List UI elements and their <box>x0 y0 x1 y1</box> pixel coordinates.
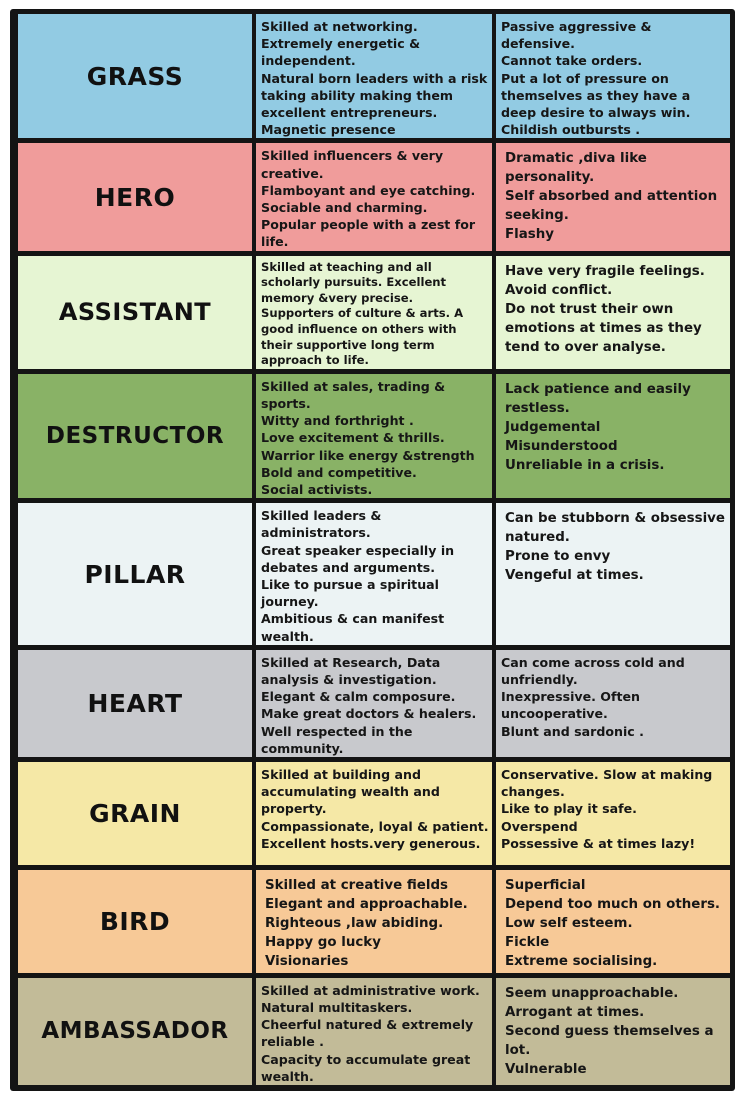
strength-line: Skilled leaders & administrators. <box>261 508 382 541</box>
strength-line: Flamboyant and eye catching. <box>261 182 476 198</box>
strength-line: Extremely energetic & independent. <box>261 36 421 69</box>
strengths-cell-destructor <box>256 374 492 498</box>
strengths-cell-ambassador <box>256 978 492 1085</box>
strengths-cell-grain <box>256 762 492 865</box>
weakness-line: Unreliable in a crisis. <box>505 457 665 473</box>
personality-table <box>18 14 730 1085</box>
strength-line: Natural born leaders with a risk taking ability making them <box>261 70 488 103</box>
weakness-line: Vengeful at times. <box>505 568 644 584</box>
weakness-line: Low self esteem. <box>505 915 633 931</box>
weakness-line: Extreme socialising. <box>505 953 658 969</box>
personality-table-frame <box>10 9 735 1091</box>
strength-line: Ambitious & can manifest wealth. <box>261 611 445 644</box>
strength-line: Cheerful natured & extremely reliable . <box>261 1017 474 1050</box>
type-name-heart: HEART <box>18 650 252 757</box>
weakness-line: Childish outbursts . <box>501 122 641 138</box>
weakness-line: Blunt and sardonic . <box>501 723 644 739</box>
weakness-line: Put a lot of pressure on themselves as they have a deep desire to always win. <box>501 70 691 121</box>
weakness-line: Have very fragile feelings. <box>505 263 705 279</box>
weaknesses-cell-pillar <box>496 503 730 645</box>
strength-line: Skilled at building and accumulating wealth and property. <box>261 767 440 817</box>
strength-line: Bold and competitive. <box>261 464 417 480</box>
type-name-grass: GRASS <box>18 14 252 138</box>
strengths-cell-heart <box>256 650 492 757</box>
strength-line: Skilled at Research, Data analysis & investigation. <box>261 654 441 688</box>
strength-line: Excellent hosts.very generous. <box>261 835 481 851</box>
weakness-line: Like to play it safe. <box>501 801 637 817</box>
weakness-line: Flashy <box>505 227 555 243</box>
weakness-line: Dramatic ,diva like personality. <box>505 151 647 186</box>
strength-line: excellent entrepreneurs. <box>261 105 438 121</box>
weakness-line: Conservative. Slow at making changes. <box>501 767 713 800</box>
weakness-line: Do not trust their own emotions at times as they tend to over analyse. <box>505 301 702 355</box>
type-name-pillar: PILLAR <box>18 503 252 645</box>
weakness-line: Avoid conflict. <box>505 282 613 298</box>
weaknesses-cell-destructor <box>496 374 730 498</box>
weakness-line: Passive aggressive & defensive. <box>501 19 652 52</box>
type-name-destructor: DESTRUCTOR <box>18 374 252 498</box>
type-name-bird: BIRD <box>18 870 252 973</box>
strength-line: Elegant and approachable. <box>265 896 468 912</box>
strength-line: Natural multitaskers. <box>261 999 413 1015</box>
weaknesses-cell-grass <box>496 14 730 138</box>
weakness-line: Arrogant at times. <box>505 1004 645 1020</box>
weaknesses-cell-assistant <box>496 256 730 369</box>
type-name-grain: GRAIN <box>18 762 252 865</box>
weaknesses-cell-heart <box>496 650 730 757</box>
strengths-cell-grass <box>256 14 492 138</box>
weakness-line: Vulnerable <box>505 1061 587 1077</box>
strength-line: Sociable and charming. <box>261 200 428 216</box>
strength-line: Compassionate, loyal & patient. <box>261 818 489 834</box>
strength-line: Supporters of culture & arts. A good influence on others with their supportive long term approach to life. <box>261 306 464 368</box>
strength-line: Righteous ,law abiding. <box>265 915 444 931</box>
weakness-line: Superficial <box>505 877 586 893</box>
strength-line: Like to pursue a spiritual journey. <box>261 577 439 610</box>
type-name-hero: HERO <box>18 143 252 250</box>
weaknesses-cell-hero <box>496 143 730 250</box>
strength-line: Love excitement & thrills. <box>261 430 445 446</box>
strength-line: Visionaries <box>265 953 349 969</box>
strength-line: Magnetic presence <box>261 122 396 138</box>
weakness-line: Lack patience and easily restless. <box>505 381 691 416</box>
weakness-line: Second guess themselves a lot. <box>505 1023 714 1058</box>
weakness-line: Fickle <box>505 934 550 950</box>
strengths-cell-hero <box>256 143 492 250</box>
strength-line: Skilled at creative fields <box>265 877 449 893</box>
strength-line: Great speaker especially in debates and arguments. <box>261 542 455 575</box>
strength-line: Skilled at sales, trading & sports. <box>261 378 446 411</box>
strength-line: Witty and forthright . <box>261 413 414 429</box>
strength-line: Skilled influencers & very creative. <box>261 148 444 181</box>
strength-line: Elegant & calm composure. <box>261 689 456 705</box>
weakness-line: Can come across cold and unfriendly. <box>501 654 685 688</box>
strength-line: Make great doctors & healers. <box>261 706 477 722</box>
weakness-line: Possessive & at times lazy! <box>501 835 696 851</box>
weaknesses-cell-bird <box>496 870 730 973</box>
strength-line: Warrior like energy &strength <box>261 447 475 463</box>
strengths-cell-assistant <box>256 256 492 369</box>
strength-line: Capacity to accumulate great wealth. <box>261 1051 471 1084</box>
weakness-line: Seem unapproachable. <box>505 985 679 1001</box>
strength-line: Social activists. <box>261 482 373 498</box>
weakness-line: Self absorbed and attention seeking. <box>505 189 718 224</box>
weakness-line: Cannot take orders. <box>501 53 643 69</box>
strength-line: Happy go lucky <box>265 934 381 950</box>
weakness-line: Misunderstood <box>505 438 618 454</box>
weakness-line: Inexpressive. Often uncooperative. <box>501 689 641 722</box>
type-name-assistant: ASSISTANT <box>18 256 252 369</box>
weakness-line: Depend too much on others. <box>505 896 720 912</box>
weakness-line: Overspend <box>501 818 578 834</box>
strength-line: Skilled at networking. <box>261 19 418 34</box>
weakness-line: Can be stubborn & obsessive natured. <box>505 511 725 546</box>
strength-line: Popular people with a zest for life. <box>261 217 476 250</box>
strengths-cell-bird <box>256 870 492 973</box>
strength-line: Skilled at administrative work. <box>261 982 480 998</box>
weaknesses-cell-grain <box>496 762 730 865</box>
strengths-cell-pillar <box>256 503 492 645</box>
type-name-ambassador: AMBASSADOR <box>18 978 252 1085</box>
weakness-line: Prone to envy <box>505 549 611 565</box>
weakness-line: Judgemental <box>505 419 601 435</box>
weaknesses-cell-ambassador <box>496 978 730 1085</box>
strength-line: Skilled at teaching and all scholarly pursuits. Excellent memory &very precise. <box>261 259 447 305</box>
strength-line: Well respected in the community. <box>261 723 413 756</box>
